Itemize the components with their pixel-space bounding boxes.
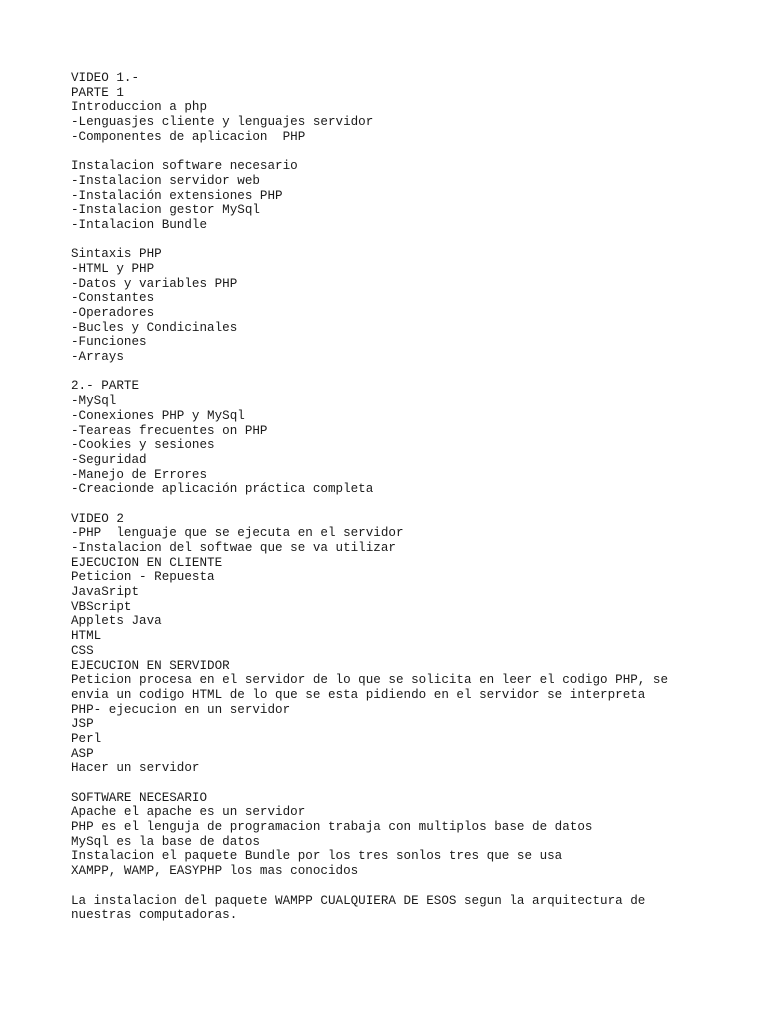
text-line: VBScript (71, 599, 132, 614)
text-line: -Intalacion Bundle (71, 217, 208, 232)
text-line: -Arrays (71, 350, 124, 365)
text-line: EJECUCION EN CLIENTE (71, 555, 223, 570)
blank-line (71, 776, 751, 791)
text-line: Applets Java (71, 614, 162, 629)
text-line: SOFTWARE NECESARIO (71, 790, 208, 805)
blank-line (71, 879, 751, 894)
text-line: Instalacion el paquete Bundle por los tres sonlos tres que se usa (71, 849, 563, 864)
text-line: -Manejo de Errores (71, 467, 208, 482)
text-line: Instalacion software necesario (71, 159, 298, 174)
text-line: VIDEO 1.- (71, 71, 140, 85)
text-line: Sintaxis PHP (71, 247, 162, 262)
text-line: -Teareas frecuentes on PHP (71, 423, 268, 438)
text-line: Apache el apache es un servidor (71, 805, 306, 820)
text-line: -Instalacion del softwae que se va utilizar (71, 541, 396, 555)
text-line: -Operadores (71, 306, 155, 320)
text-line: CSS (71, 643, 94, 658)
text-line: Perl (71, 731, 102, 746)
text-line: -Conexiones PHP y MySql (71, 408, 245, 423)
text-line: Introduccion a php (71, 100, 208, 115)
text-line: PHP es el lenguja de programacion trabaja con multiplos base de datos (71, 820, 593, 835)
text-line: La instalacion del paquete WAMPP CUALQUIERA DE ESOS segun la arquitectura de (71, 893, 646, 908)
text-line: -Instalacion servidor web (71, 173, 260, 188)
text-line: -Funciones (71, 335, 147, 350)
text-line: PARTE 1 (71, 85, 124, 100)
text-line: -Lenguasjes cliente y lenguajes servidor (71, 115, 374, 130)
text-line: -Instalación extensiones PHP (71, 188, 283, 203)
text-line: EJECUCION EN SERVIDOR (71, 658, 230, 673)
text-line: ASP (71, 746, 94, 761)
blank-line (71, 497, 751, 512)
text-line: JSP (71, 717, 94, 732)
text-line: -Componentes de aplicacion PHP (71, 129, 306, 144)
blank-line (71, 233, 751, 248)
text-line: Hacer un servidor (71, 761, 200, 776)
text-line: -Constantes (71, 291, 155, 306)
text-line: VIDEO 2 (71, 511, 124, 526)
blank-line (71, 144, 751, 159)
text-line: -Cookies y sesiones (71, 438, 215, 453)
text-line: PHP- ejecucion en un servidor (71, 702, 291, 717)
text-line: XAMPP, WAMP, EASYPHP los mas conocidos (71, 864, 359, 879)
document-body (71, 71, 751, 923)
text-line: Peticion procesa en el servidor de lo que se solicita en leer el codigo PHP, se (71, 673, 669, 688)
text-line: -Seguridad (71, 452, 147, 467)
text-line: MySql es la base de datos (71, 834, 260, 849)
text-line: HTML (71, 629, 102, 644)
text-line: -HTML y PHP (71, 261, 155, 276)
text-line: envia un codigo HTML de lo que se esta pidiendo en el servidor se interpreta (71, 687, 646, 702)
text-line: nuestras computadoras. (71, 908, 238, 923)
text-line: 2.- PARTE (71, 379, 140, 394)
text-line: -Bucles y Condicinales (71, 320, 238, 335)
blank-line (71, 365, 751, 380)
text-line: -Instalacion gestor MySql (71, 203, 260, 218)
text-line: -Datos y variables PHP (71, 276, 238, 291)
text-line: -MySql (71, 394, 117, 409)
text-line: -PHP lenguaje que se ejecuta en el servidor (71, 526, 404, 541)
text-line: Peticion - Repuesta (71, 570, 215, 585)
text-line: JavaSript (71, 585, 140, 600)
text-line: -Creacionde aplicación práctica completa (71, 482, 374, 497)
